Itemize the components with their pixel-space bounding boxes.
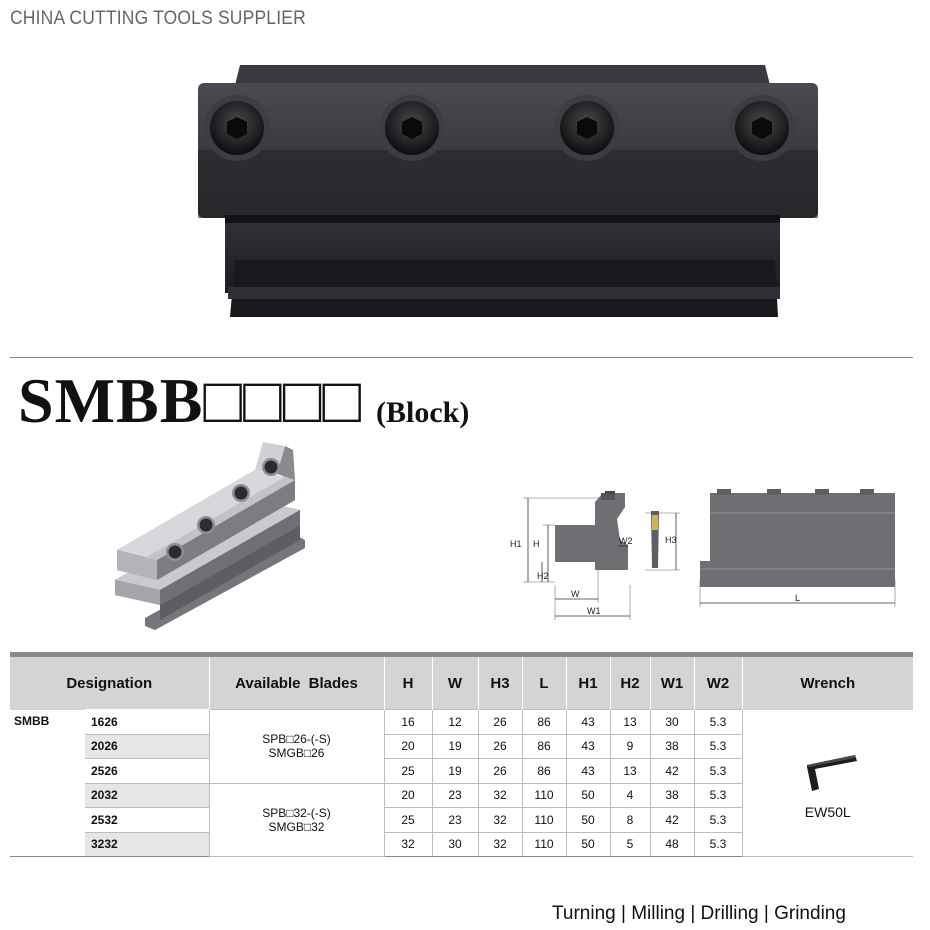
dim-label-h3: H3 xyxy=(665,535,677,545)
cell-h: 25 xyxy=(384,808,432,833)
cell-w2: 5.3 xyxy=(694,759,742,784)
cell-h: 25 xyxy=(384,759,432,784)
cell-w1: 42 xyxy=(650,759,694,784)
cell-w2: 5.3 xyxy=(694,710,742,735)
cell-h1: 50 xyxy=(566,832,610,857)
cell-h2: 4 xyxy=(610,783,650,808)
cell-l: 86 xyxy=(522,734,566,759)
cell-w2: 5.3 xyxy=(694,832,742,857)
cell-h2: 13 xyxy=(610,710,650,735)
dim-label-w1: W1 xyxy=(587,606,601,616)
dim-label-h1: H1 xyxy=(510,539,522,549)
cell-h3: 32 xyxy=(478,808,522,833)
header-w2: W2 xyxy=(694,655,742,710)
header-wrench: Wrench xyxy=(742,655,913,710)
header-available-blades: Available Blades xyxy=(209,655,384,710)
screw-icon xyxy=(232,484,250,502)
header-h2: H2 xyxy=(610,655,650,710)
cell-h3: 26 xyxy=(478,710,522,735)
header-h: H xyxy=(384,655,432,710)
screw-icon xyxy=(554,95,620,161)
product-title xyxy=(18,364,469,438)
cell-h3: 32 xyxy=(478,783,522,808)
dim-label-h: H xyxy=(533,539,540,549)
cell-w1: 30 xyxy=(650,710,694,735)
cell-h1: 43 xyxy=(566,734,610,759)
spec-table xyxy=(10,652,913,857)
cell-h3: 32 xyxy=(478,832,522,857)
cell-h1: 50 xyxy=(566,783,610,808)
header-h3: H3 xyxy=(478,655,522,710)
cell-h3: 26 xyxy=(478,734,522,759)
supplier-header: CHINA CUTTING TOOLS SUPPLIER xyxy=(10,8,306,29)
cell-w: 19 xyxy=(432,759,478,784)
section-divider xyxy=(10,357,913,358)
cell-w: 23 xyxy=(432,808,478,833)
dim-label-l: L xyxy=(795,593,801,603)
cell-h1: 43 xyxy=(566,710,610,735)
designation-code: 2526 xyxy=(85,759,209,784)
cell-h1: 50 xyxy=(566,808,610,833)
cell-w1: 38 xyxy=(650,734,694,759)
designation-code: 2532 xyxy=(85,808,209,833)
cell-h: 20 xyxy=(384,783,432,808)
dim-label-w2: W2 xyxy=(619,536,633,546)
cell-w2: 5.3 xyxy=(694,734,742,759)
wrench-label: EW50L xyxy=(804,804,851,821)
cell-h: 32 xyxy=(384,832,432,857)
isometric-render xyxy=(105,440,315,640)
blade-group xyxy=(209,710,384,784)
cell-w1: 38 xyxy=(650,783,694,808)
blade-line: SMGB□32 xyxy=(268,819,325,834)
screw-icon xyxy=(166,543,184,561)
cell-l: 86 xyxy=(522,710,566,735)
cell-h2: 13 xyxy=(610,759,650,784)
screw-icon xyxy=(262,458,280,476)
cell-h2: 5 xyxy=(610,832,650,857)
services-footer: Turning | Milling | Drilling | Grinding xyxy=(552,903,846,924)
cell-w1: 48 xyxy=(650,832,694,857)
designation-code: 3232 xyxy=(85,832,209,857)
header-designation: Designation xyxy=(10,655,209,710)
product-code: SMBB□□□□ xyxy=(18,365,362,436)
cell-h2: 9 xyxy=(610,734,650,759)
blade-line: SPB□32-(-S) xyxy=(262,805,331,820)
cell-w2: 5.3 xyxy=(694,808,742,833)
wrench-cell xyxy=(742,710,913,857)
cell-l: 110 xyxy=(522,832,566,857)
product-type: (Block) xyxy=(376,396,470,429)
cell-w: 30 xyxy=(432,832,478,857)
cell-w: 23 xyxy=(432,783,478,808)
header-w: W xyxy=(432,655,478,710)
cell-w2: 5.3 xyxy=(694,783,742,808)
cell-h2: 8 xyxy=(610,808,650,833)
screw-icon xyxy=(379,95,445,161)
blade-line: SPB□26-(-S) xyxy=(262,732,331,747)
dim-label-w: W xyxy=(571,589,580,599)
designation-code: 1626 xyxy=(85,710,209,735)
header-w1: W1 xyxy=(650,655,694,710)
header-l: L xyxy=(522,655,566,710)
hex-key-icon xyxy=(793,745,863,795)
dimension-drawing xyxy=(495,485,915,630)
product-photo xyxy=(180,55,870,340)
cell-l: 110 xyxy=(522,808,566,833)
blade-line: SMGB□26 xyxy=(268,746,325,761)
cell-h3: 26 xyxy=(478,759,522,784)
cell-w1: 42 xyxy=(650,808,694,833)
designation-code: 2032 xyxy=(85,783,209,808)
header-h1: H1 xyxy=(566,655,610,710)
table-header-row xyxy=(10,655,913,710)
series-name: SMBB xyxy=(10,710,85,857)
cell-w: 12 xyxy=(432,710,478,735)
cell-h1: 43 xyxy=(566,759,610,784)
dim-label-h2: H2 xyxy=(537,571,549,581)
cell-h: 20 xyxy=(384,734,432,759)
cell-l: 86 xyxy=(522,759,566,784)
cell-l: 110 xyxy=(522,783,566,808)
cell-h: 16 xyxy=(384,710,432,735)
screw-icon xyxy=(729,95,795,161)
blade-group xyxy=(209,783,384,857)
table-row xyxy=(10,710,913,735)
screw-icon xyxy=(204,95,270,161)
screw-icon xyxy=(197,516,215,534)
designation-code: 2026 xyxy=(85,734,209,759)
cell-w: 19 xyxy=(432,734,478,759)
